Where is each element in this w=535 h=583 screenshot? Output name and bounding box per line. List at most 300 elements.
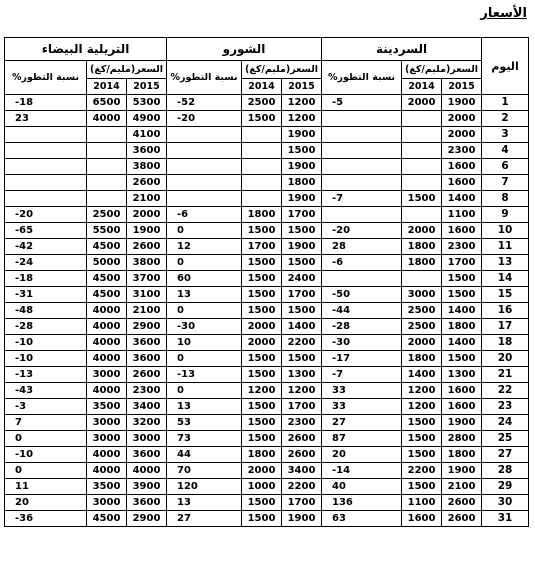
chorou-price-2015-cell: 2200 [282,335,322,351]
trilia-price-2015-cell: 3200 [127,415,167,431]
chorou-price-2015-cell: 1200 [282,383,322,399]
sardine-price-2014-cell [402,271,442,287]
day-cell: 23 [482,399,529,415]
trilia-price-2014-cell: 3500 [87,479,127,495]
trilia-change-cell: 42- [5,239,87,255]
sardine-price-2014-cell [402,207,442,223]
chorou-price-2014-cell [242,127,282,143]
chorou-change-cell: 13 [167,399,242,415]
trilia-price-2015-cell: 3900 [127,479,167,495]
trilia-price-2015-cell: 4000 [127,463,167,479]
chorou-price-2014-cell: 2000 [242,335,282,351]
table-row [5,111,529,127]
trilia-change-cell [5,175,87,191]
trilia-price-2015-cell: 3100 [127,287,167,303]
day-cell: 8 [482,191,529,207]
trilia-price-2014-cell: 4000 [87,335,127,351]
chorou-price-2014-cell [242,143,282,159]
day-cell: 7 [482,175,529,191]
sardine-price-2015-cell: 1900 [442,463,482,479]
chorou-price-2014-cell: 1500 [242,399,282,415]
chorou-price-2015-cell: 1200 [282,111,322,127]
sardine-price-2015-cell: 2600 [442,511,482,527]
chorou-price-2014-cell: 2000 [242,319,282,335]
table-header-groups [5,38,529,61]
table-row [5,303,529,319]
chorou-change-cell: 20- [167,111,242,127]
sardine-change-cell: 50- [322,287,402,303]
chorou-change-cell [167,175,242,191]
table-row [5,143,529,159]
sardine-price-2015-cell: 1400 [442,303,482,319]
sardine-change-cell: 28- [322,319,402,335]
day-cell: 11 [482,239,529,255]
sardine-change-cell: 20- [322,223,402,239]
trilia-price-2015-cell: 4900 [127,111,167,127]
sardine-change-cell: 5- [322,95,402,111]
sardine-change-cell [322,111,402,127]
chorou-price-2015-cell: 2400 [282,271,322,287]
trilia-change-cell: 7 [5,415,87,431]
chorou-change-cell: 0 [167,351,242,367]
sardine-change-cell [322,207,402,223]
page-title: الأسعار [480,6,527,21]
trilia-price-2015-cell: 3400 [127,399,167,415]
sardine-price-2014-cell: 1600 [402,511,442,527]
year-header: 2015 [282,79,322,95]
trilia-change-cell: 10- [5,335,87,351]
trilia-change-cell [5,143,87,159]
sardine-change-cell: 136 [322,495,402,511]
trilia-change-cell [5,159,87,175]
table-row [5,415,529,431]
trilia-price-2014-cell: 4000 [87,303,127,319]
trilia-price-2014-cell: 4000 [87,463,127,479]
table-row [5,495,529,511]
sardine-price-2014-cell: 1500 [402,431,442,447]
chorou-change-cell: 73 [167,431,242,447]
sardine-price-2015-cell: 2600 [442,495,482,511]
table-header-sub [5,61,529,79]
chorou-price-2015-cell: 1700 [282,399,322,415]
chorou-change-cell: 0 [167,303,242,319]
trilia-price-2015-cell: 2600 [127,367,167,383]
chorou-price-2014-cell: 1500 [242,431,282,447]
table-row [5,367,529,383]
table-row [5,175,529,191]
trilia-price-2014-cell: 3000 [87,415,127,431]
table-row [5,95,529,111]
trilia-price-2014-cell: 3500 [87,399,127,415]
trilia-price-2014-cell: 5000 [87,255,127,271]
sardine-price-2015-cell: 2000 [442,127,482,143]
sardine-price-2015-cell: 1900 [442,95,482,111]
chorou-price-2014-cell [242,175,282,191]
chorou-change-cell: 10 [167,335,242,351]
chorou-price-2014-cell: 1200 [242,383,282,399]
chorou-change-cell: 30- [167,319,242,335]
sardine-price-2014-cell: 1500 [402,447,442,463]
table-row [5,447,529,463]
trilia-price-2015-cell: 3800 [127,255,167,271]
chorou-price-2015-cell: 2600 [282,431,322,447]
chorou-price-2014-cell: 1500 [242,255,282,271]
chorou-price-2015-cell: 1900 [282,239,322,255]
chorou-price-2014-cell: 1500 [242,111,282,127]
chorou-price-2014-cell: 1500 [242,271,282,287]
price-header: السعر(مليم/كغ) [242,61,322,79]
table-row [5,319,529,335]
chorou-change-cell: 12 [167,239,242,255]
table-row [5,335,529,351]
sardine-price-2014-cell: 1800 [402,255,442,271]
change-header: نسبة التطور% [167,61,242,95]
sardine-change-cell: 87 [322,431,402,447]
trilia-price-2015-cell: 4100 [127,127,167,143]
sardine-price-2014-cell: 1200 [402,383,442,399]
sardine-price-2014-cell: 1500 [402,191,442,207]
sardine-change-cell [322,143,402,159]
change-header: نسبة التطور% [322,61,402,95]
trilia-price-2014-cell: 3000 [87,367,127,383]
chorou-price-2015-cell: 1500 [282,223,322,239]
sardine-change-cell: 14- [322,463,402,479]
day-cell: 22 [482,383,529,399]
trilia-change-cell: 0 [5,431,87,447]
sardine-price-2014-cell: 2500 [402,319,442,335]
table-row [5,207,529,223]
sardine-change-cell: 40 [322,479,402,495]
sardine-price-2014-cell [402,127,442,143]
sardine-price-2014-cell: 1500 [402,479,442,495]
year-header: 2014 [242,79,282,95]
sardine-price-2015-cell: 1400 [442,191,482,207]
trilia-price-2015-cell: 3700 [127,271,167,287]
chorou-change-cell [167,159,242,175]
trilia-price-2015-cell: 3600 [127,143,167,159]
chorou-price-2015-cell: 2600 [282,447,322,463]
chorou-price-2015-cell: 1500 [282,351,322,367]
day-column-header: اليوم [482,38,529,95]
sardine-price-2015-cell: 1800 [442,319,482,335]
chorou-price-2014-cell: 1800 [242,447,282,463]
sardine-change-cell: 6- [322,255,402,271]
trilia-price-2014-cell: 6500 [87,95,127,111]
sardine-change-cell: 33 [322,383,402,399]
day-cell: 9 [482,207,529,223]
chorou-price-2014-cell: 1500 [242,495,282,511]
chorou-change-cell [167,127,242,143]
chorou-price-2014-cell: 2000 [242,463,282,479]
trilia-change-cell: 43- [5,383,87,399]
trilia-price-2015-cell: 2600 [127,175,167,191]
sardine-change-cell [322,127,402,143]
trilia-change-cell: 10- [5,351,87,367]
trilia-change-cell: 24- [5,255,87,271]
sardine-price-2015-cell: 2800 [442,431,482,447]
chorou-price-2015-cell: 2300 [282,415,322,431]
trilia-change-cell: 31- [5,287,87,303]
sardine-price-2015-cell: 1600 [442,175,482,191]
sardine-change-cell: 30- [322,335,402,351]
day-cell: 29 [482,479,529,495]
sardine-change-cell: 33 [322,399,402,415]
day-cell: 25 [482,431,529,447]
prices-table [4,37,529,527]
chorou-price-2014-cell: 1500 [242,511,282,527]
chorou-price-2015-cell: 1700 [282,495,322,511]
change-header: نسبة التطور% [5,61,87,95]
chorou-price-2014-cell: 2500 [242,95,282,111]
day-cell: 21 [482,367,529,383]
trilia-price-2014-cell: 4500 [87,239,127,255]
trilia-change-cell: 13- [5,367,87,383]
chorou-price-2014-cell: 1700 [242,239,282,255]
sardine-price-2015-cell: 2300 [442,239,482,255]
sardine-price-2015-cell: 1600 [442,223,482,239]
trilia-price-2014-cell: 4000 [87,319,127,335]
chorou-price-2014-cell: 1000 [242,479,282,495]
trilia-change-cell: 65- [5,223,87,239]
white-trilia-group-header: التريلية البيضاء [5,38,167,61]
price-header: السعر(مليم/كغ) [402,61,482,79]
chorou-price-2015-cell: 1700 [282,287,322,303]
chorou-price-2014-cell: 1500 [242,287,282,303]
trilia-price-2015-cell: 2600 [127,239,167,255]
sardine-change-cell: 63 [322,511,402,527]
trilia-change-cell: 28- [5,319,87,335]
trilia-change-cell [5,127,87,143]
day-cell: 6 [482,159,529,175]
sardine-price-2015-cell: 1700 [442,255,482,271]
sardine-price-2014-cell: 2200 [402,463,442,479]
chorou-group-header: الشورو [167,38,322,61]
table-row [5,271,529,287]
sardine-change-cell: 20 [322,447,402,463]
chorou-price-2014-cell: 1500 [242,303,282,319]
sardine-price-2014-cell [402,175,442,191]
sardine-group-header: السردينة [322,38,482,61]
year-header: 2014 [402,79,442,95]
chorou-change-cell [167,143,242,159]
day-cell: 3 [482,127,529,143]
day-cell: 20 [482,351,529,367]
sardine-price-2014-cell: 1800 [402,351,442,367]
day-cell: 17 [482,319,529,335]
trilia-price-2015-cell: 2100 [127,191,167,207]
trilia-price-2014-cell: 4500 [87,511,127,527]
trilia-price-2015-cell: 3600 [127,335,167,351]
day-cell: 28 [482,463,529,479]
sardine-price-2015-cell: 1600 [442,383,482,399]
sardine-price-2015-cell: 1800 [442,447,482,463]
day-cell: 31 [482,511,529,527]
sardine-change-cell [322,175,402,191]
trilia-price-2014-cell: 4000 [87,351,127,367]
chorou-price-2015-cell: 3400 [282,463,322,479]
trilia-price-2015-cell: 3600 [127,447,167,463]
day-cell: 16 [482,303,529,319]
sardine-change-cell: 7- [322,191,402,207]
day-cell: 4 [482,143,529,159]
trilia-change-cell: 18- [5,95,87,111]
chorou-price-2015-cell: 1700 [282,207,322,223]
table-row [5,399,529,415]
table-row [5,223,529,239]
sardine-change-cell: 27 [322,415,402,431]
sardine-price-2014-cell: 1400 [402,367,442,383]
trilia-price-2014-cell: 2500 [87,207,127,223]
sardine-price-2015-cell: 1900 [442,415,482,431]
chorou-price-2014-cell [242,191,282,207]
chorou-price-2015-cell: 1200 [282,95,322,111]
day-cell: 13 [482,255,529,271]
day-cell: 18 [482,335,529,351]
sardine-change-cell [322,159,402,175]
trilia-price-2014-cell [87,127,127,143]
day-cell: 15 [482,287,529,303]
chorou-price-2015-cell: 1900 [282,511,322,527]
chorou-price-2015-cell: 1500 [282,303,322,319]
trilia-change-cell [5,191,87,207]
chorou-change-cell: 52- [167,95,242,111]
table-row [5,159,529,175]
trilia-price-2014-cell: 4000 [87,383,127,399]
chorou-price-2015-cell: 1800 [282,175,322,191]
trilia-price-2014-cell: 3000 [87,431,127,447]
trilia-change-cell: 20- [5,207,87,223]
trilia-price-2014-cell [87,143,127,159]
day-cell: 2 [482,111,529,127]
sardine-price-2014-cell: 3000 [402,287,442,303]
trilia-price-2015-cell: 2100 [127,303,167,319]
table-row [5,239,529,255]
chorou-price-2014-cell: 1500 [242,367,282,383]
sardine-price-2014-cell [402,143,442,159]
sardine-price-2015-cell: 1300 [442,367,482,383]
day-cell: 24 [482,415,529,431]
trilia-change-cell: 18- [5,271,87,287]
year-header: 2015 [127,79,167,95]
sardine-price-2014-cell: 2000 [402,95,442,111]
price-header: السعر(مليم/كغ) [87,61,167,79]
trilia-price-2014-cell: 4500 [87,287,127,303]
trilia-price-2014-cell [87,175,127,191]
chorou-price-2015-cell: 1900 [282,191,322,207]
trilia-price-2014-cell: 4000 [87,111,127,127]
table-row [5,431,529,447]
chorou-change-cell: 27 [167,511,242,527]
trilia-price-2014-cell: 4000 [87,447,127,463]
sardine-price-2015-cell: 1500 [442,287,482,303]
chorou-change-cell: 0 [167,223,242,239]
trilia-price-2015-cell: 3000 [127,431,167,447]
sardine-change-cell: 17- [322,351,402,367]
sardine-price-2014-cell: 1800 [402,239,442,255]
sardine-price-2014-cell: 1500 [402,415,442,431]
trilia-change-cell: 10- [5,447,87,463]
sardine-price-2015-cell: 2300 [442,143,482,159]
sardine-price-2014-cell: 1100 [402,495,442,511]
table-row [5,511,529,527]
sardine-price-2014-cell: 2500 [402,303,442,319]
table-row [5,463,529,479]
year-header: 2014 [87,79,127,95]
sardine-price-2014-cell [402,111,442,127]
table-row [5,479,529,495]
table-row [5,383,529,399]
table-body [5,95,529,527]
trilia-price-2015-cell: 2000 [127,207,167,223]
year-header: 2015 [442,79,482,95]
trilia-change-cell: 36- [5,511,87,527]
table-row [5,191,529,207]
chorou-change-cell: 13 [167,287,242,303]
trilia-change-cell: 11 [5,479,87,495]
table-row [5,287,529,303]
table-row [5,351,529,367]
sardine-price-2015-cell: 1500 [442,271,482,287]
chorou-price-2014-cell [242,159,282,175]
chorou-change-cell: 60 [167,271,242,287]
chorou-price-2014-cell: 1500 [242,351,282,367]
sardine-price-2015-cell: 1100 [442,207,482,223]
trilia-price-2015-cell: 3600 [127,495,167,511]
chorou-price-2015-cell: 1500 [282,143,322,159]
trilia-price-2015-cell: 3800 [127,159,167,175]
day-cell: 14 [482,271,529,287]
day-cell: 1 [482,95,529,111]
chorou-price-2014-cell: 1500 [242,415,282,431]
trilia-change-cell: 48- [5,303,87,319]
chorou-price-2014-cell: 1500 [242,223,282,239]
chorou-price-2015-cell: 2200 [282,479,322,495]
table-row [5,127,529,143]
sardine-price-2015-cell: 1400 [442,335,482,351]
chorou-change-cell: 120 [167,479,242,495]
day-cell: 30 [482,495,529,511]
chorou-change-cell: 44 [167,447,242,463]
sardine-price-2015-cell: 1600 [442,399,482,415]
day-cell: 10 [482,223,529,239]
chorou-price-2015-cell: 1300 [282,367,322,383]
trilia-price-2015-cell: 2300 [127,383,167,399]
trilia-price-2015-cell: 3600 [127,351,167,367]
sardine-price-2014-cell: 2000 [402,335,442,351]
trilia-change-cell: 23 [5,111,87,127]
chorou-price-2015-cell: 1500 [282,255,322,271]
trilia-price-2014-cell: 3000 [87,495,127,511]
sardine-price-2015-cell: 2100 [442,479,482,495]
trilia-price-2015-cell: 2900 [127,511,167,527]
chorou-change-cell: 6- [167,207,242,223]
chorou-change-cell: 0 [167,383,242,399]
sardine-change-cell [322,271,402,287]
chorou-change-cell: 13- [167,367,242,383]
sardine-change-cell: 28 [322,239,402,255]
trilia-price-2014-cell [87,159,127,175]
chorou-change-cell [167,191,242,207]
day-cell: 27 [482,447,529,463]
chorou-price-2015-cell: 1900 [282,127,322,143]
sardine-change-cell: 44- [322,303,402,319]
trilia-price-2014-cell: 4500 [87,271,127,287]
chorou-change-cell: 0 [167,255,242,271]
sardine-price-2015-cell: 1500 [442,351,482,367]
trilia-change-cell: 3- [5,399,87,415]
chorou-change-cell: 53 [167,415,242,431]
trilia-change-cell: 0 [5,463,87,479]
